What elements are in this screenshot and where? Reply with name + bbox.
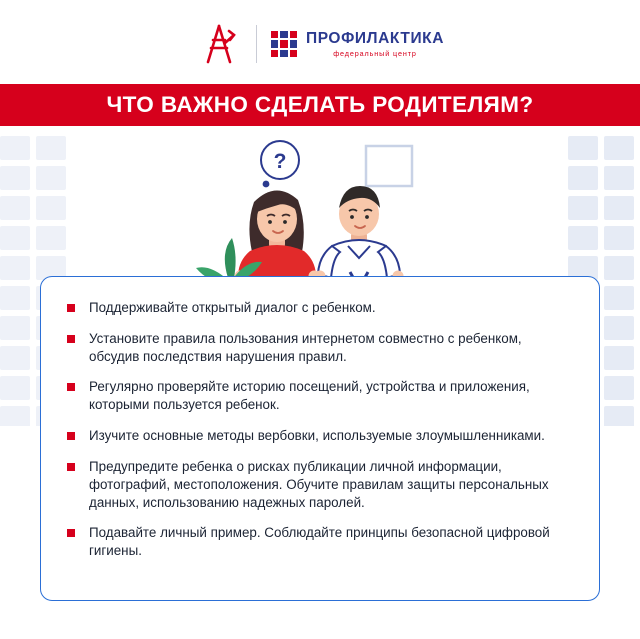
list-item-text: Регулярно проверяйте историю посещений, устройства и приложения, которыми пользуется ребенок. <box>89 379 530 413</box>
tips-list <box>67 299 573 560</box>
question-mark-icon <box>261 141 299 187</box>
list-item <box>67 524 573 560</box>
easel-logo-icon <box>196 21 242 67</box>
list-item <box>67 330 573 366</box>
logo-divider <box>256 25 257 63</box>
list-item-text: Установите правила пользования интернетом совместно с ребенком, обсудив последствия нарушения правил. <box>89 330 522 364</box>
title-bar <box>0 84 640 126</box>
bullet-square-icon <box>67 304 75 312</box>
grid-mark-icon <box>271 31 297 57</box>
footer-space <box>0 601 640 639</box>
list-item <box>67 458 573 511</box>
list-item <box>67 299 573 317</box>
list-item <box>67 427 573 445</box>
list-item <box>67 378 573 414</box>
list-item-text: Предупредите ребенка о рисках публикации личной информации, фотографий, местоположения. Обучите правилам защиты персональных данных, использованию надежных паролей. <box>89 458 549 510</box>
bullet-square-icon <box>67 463 75 471</box>
logo-subtitle: федеральный центр <box>333 48 417 58</box>
list-item-text: Изучите основные методы вербовки, используемые злоумышленниками. <box>89 428 545 444</box>
svg-text:?: ? <box>273 150 287 173</box>
page-title: ЧТО ВАЖНО СДЕЛАТЬ РОДИТЕЛЯМ? <box>106 92 534 117</box>
profilaktika-logo <box>271 31 444 57</box>
bullet-square-icon <box>67 529 75 537</box>
logo-title: ПРОФИЛАКТИКА <box>305 30 445 48</box>
bullet-square-icon <box>67 432 75 440</box>
list-item-text: Поддерживайте открытый диалог с ребенком. <box>89 300 376 315</box>
tips-card <box>40 276 600 601</box>
bullet-square-icon <box>67 335 75 343</box>
bullet-square-icon <box>67 383 75 391</box>
header-logos <box>0 14 640 74</box>
list-item-text: Подавайте личный пример. Соблюдайте принципы безопасной цифровой гигиены. <box>89 525 550 559</box>
